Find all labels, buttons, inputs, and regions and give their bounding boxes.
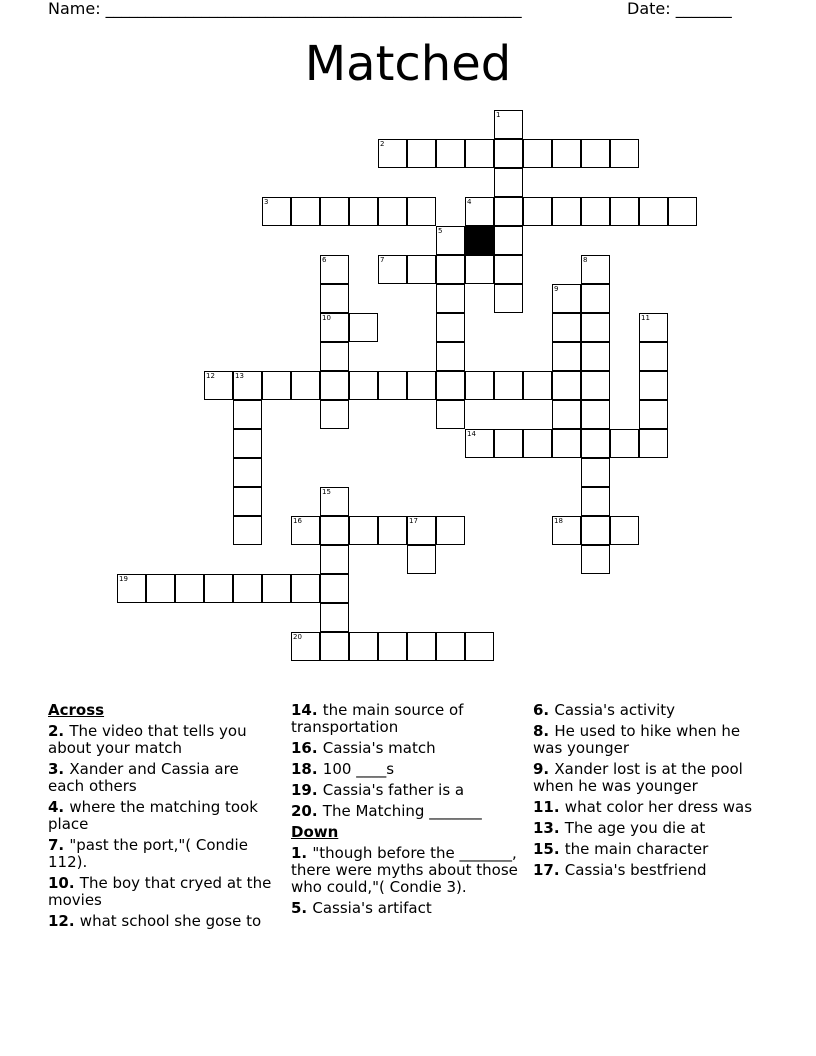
grid-cell[interactable] xyxy=(436,139,465,168)
grid-black-cell xyxy=(465,226,494,255)
grid-cell[interactable] xyxy=(233,429,262,458)
grid-cell[interactable] xyxy=(436,284,465,313)
grid-cell[interactable] xyxy=(320,313,349,342)
grid-cell[interactable] xyxy=(262,197,291,226)
grid-cell[interactable] xyxy=(262,371,291,400)
clue-text: the main character xyxy=(564,840,709,858)
clue-number: 8. xyxy=(533,722,555,740)
clue-item xyxy=(533,862,768,879)
date-field-label: Date: _______ xyxy=(627,0,732,18)
grid-cell[interactable] xyxy=(494,255,523,284)
grid-cell[interactable] xyxy=(349,516,378,545)
clue-item xyxy=(291,702,519,736)
grid-cell[interactable] xyxy=(291,574,320,603)
cell-number: 11 xyxy=(641,314,650,322)
clue-item xyxy=(533,820,768,837)
grid-cell[interactable] xyxy=(407,197,436,226)
cell-number: 17 xyxy=(409,517,418,525)
clue-column-3 xyxy=(533,702,768,883)
cell-number: 4 xyxy=(467,198,472,206)
grid-cell[interactable] xyxy=(523,197,552,226)
grid-cell[interactable] xyxy=(407,516,436,545)
grid-cell[interactable] xyxy=(581,284,610,313)
clue-text: The video that tells you about your match xyxy=(48,722,247,757)
across-clue-list xyxy=(48,723,276,930)
grid-cell[interactable] xyxy=(552,139,581,168)
grid-cell[interactable] xyxy=(494,168,523,197)
clue-text: Cassia's father is a xyxy=(322,781,465,799)
clue-number: 10. xyxy=(48,874,80,892)
grid-cell[interactable] xyxy=(291,516,320,545)
down-clue-list-continued xyxy=(533,702,768,879)
clue-number: 11. xyxy=(533,798,565,816)
grid-cell[interactable] xyxy=(494,110,523,139)
grid-cell[interactable] xyxy=(581,516,610,545)
grid-cell[interactable] xyxy=(465,429,494,458)
grid-cell[interactable] xyxy=(378,371,407,400)
grid-cell[interactable] xyxy=(233,458,262,487)
grid-cell[interactable] xyxy=(581,371,610,400)
grid-cell[interactable] xyxy=(581,139,610,168)
grid-cell[interactable] xyxy=(407,139,436,168)
grid-cell[interactable] xyxy=(610,429,639,458)
clue-item xyxy=(533,761,768,795)
clue-number: 1. xyxy=(291,844,313,862)
grid-cell[interactable] xyxy=(494,139,523,168)
cell-number: 6 xyxy=(322,256,327,264)
down-heading: Down xyxy=(291,823,339,841)
grid-cell[interactable] xyxy=(378,139,407,168)
grid-cell[interactable] xyxy=(233,400,262,429)
clue-item xyxy=(533,799,768,816)
grid-cell[interactable] xyxy=(407,255,436,284)
grid-cell[interactable] xyxy=(552,516,581,545)
clue-item xyxy=(48,799,276,833)
grid-cell[interactable] xyxy=(610,516,639,545)
cell-number: 2 xyxy=(380,140,385,148)
grid-cell[interactable] xyxy=(581,429,610,458)
cell-number: 16 xyxy=(293,517,302,525)
grid-cell[interactable] xyxy=(436,400,465,429)
grid-cell[interactable] xyxy=(552,197,581,226)
grid-cell[interactable] xyxy=(349,371,378,400)
grid-cell[interactable] xyxy=(494,226,523,255)
grid-cell[interactable] xyxy=(581,458,610,487)
grid-cell[interactable] xyxy=(320,545,349,574)
down-clue-list xyxy=(291,845,519,917)
clue-column-2 xyxy=(291,702,519,921)
clue-number: 3. xyxy=(48,760,70,778)
grid-cell[interactable] xyxy=(233,371,262,400)
grid-cell[interactable] xyxy=(523,371,552,400)
grid-cell[interactable] xyxy=(291,632,320,661)
clue-number: 9. xyxy=(533,760,555,778)
clue-text: The Matching _______ xyxy=(322,802,482,820)
clue-item xyxy=(291,782,519,799)
grid-cell[interactable] xyxy=(581,197,610,226)
grid-cell[interactable] xyxy=(465,632,494,661)
grid-cell[interactable] xyxy=(639,313,668,342)
clue-text: what color her dress was xyxy=(564,798,753,816)
grid-cell[interactable] xyxy=(581,342,610,371)
grid-cell[interactable] xyxy=(320,255,349,284)
clue-item xyxy=(48,761,276,795)
grid-cell[interactable] xyxy=(552,429,581,458)
grid-cell[interactable] xyxy=(320,574,349,603)
cell-number: 5 xyxy=(438,227,443,235)
grid-cell[interactable] xyxy=(407,371,436,400)
grid-cell[interactable] xyxy=(407,545,436,574)
grid-cell[interactable] xyxy=(581,545,610,574)
grid-cell[interactable] xyxy=(233,516,262,545)
grid-cell[interactable] xyxy=(378,516,407,545)
cell-number: 8 xyxy=(583,256,588,264)
grid-cell[interactable] xyxy=(320,516,349,545)
clue-text: Cassia's bestfriend xyxy=(564,861,707,879)
grid-cell[interactable] xyxy=(639,197,668,226)
clue-text: the main source of transportation xyxy=(291,701,464,736)
across-heading: Across xyxy=(48,701,105,719)
grid-cell[interactable] xyxy=(436,342,465,371)
grid-cell[interactable] xyxy=(581,487,610,516)
grid-cell[interactable] xyxy=(320,371,349,400)
grid-cell[interactable] xyxy=(436,371,465,400)
grid-cell[interactable] xyxy=(291,197,320,226)
grid-cell[interactable] xyxy=(552,284,581,313)
grid-cell[interactable] xyxy=(349,632,378,661)
grid-cell[interactable] xyxy=(291,371,320,400)
grid-cell[interactable] xyxy=(494,197,523,226)
clue-text: He used to hike when he was younger xyxy=(533,722,741,757)
cell-number: 9 xyxy=(554,285,559,293)
grid-cell[interactable] xyxy=(494,284,523,313)
clue-text: 100 ____s xyxy=(322,760,395,778)
clue-number: 18. xyxy=(291,760,323,778)
clue-text: Xander lost is at the pool when he was younger xyxy=(533,760,743,795)
clue-number: 19. xyxy=(291,781,323,799)
grid-cell[interactable] xyxy=(465,371,494,400)
puzzle-title: Matched xyxy=(304,36,512,92)
grid-cell[interactable] xyxy=(552,313,581,342)
cell-number: 19 xyxy=(119,575,128,583)
clue-text: The boy that cryed at the movies xyxy=(48,874,272,909)
grid-cell[interactable] xyxy=(378,255,407,284)
cell-number: 7 xyxy=(380,256,385,264)
cell-number: 10 xyxy=(322,314,331,322)
clue-number: 7. xyxy=(48,836,70,854)
clue-number: 12. xyxy=(48,912,80,930)
cell-number: 18 xyxy=(554,517,563,525)
grid-cell[interactable] xyxy=(233,574,262,603)
clue-text: Cassia's match xyxy=(322,739,436,757)
grid-cell[interactable] xyxy=(204,574,233,603)
grid-cell[interactable] xyxy=(378,632,407,661)
cell-number: 20 xyxy=(293,633,302,641)
clue-number: 4. xyxy=(48,798,70,816)
grid-cell[interactable] xyxy=(117,574,146,603)
clue-number: 6. xyxy=(533,701,555,719)
grid-cell[interactable] xyxy=(320,197,349,226)
clue-number: 5. xyxy=(291,899,313,917)
clue-item xyxy=(533,702,768,719)
grid-cell[interactable] xyxy=(610,197,639,226)
grid-cell[interactable] xyxy=(639,400,668,429)
clue-number: 16. xyxy=(291,739,323,757)
grid-cell[interactable] xyxy=(581,313,610,342)
clue-item xyxy=(533,841,768,858)
grid-cell[interactable] xyxy=(581,255,610,284)
clue-number: 2. xyxy=(48,722,70,740)
clue-number: 20. xyxy=(291,802,323,820)
grid-cell[interactable] xyxy=(465,139,494,168)
grid-cell[interactable] xyxy=(465,197,494,226)
clue-number: 17. xyxy=(533,861,565,879)
grid-cell[interactable] xyxy=(320,487,349,516)
clue-item xyxy=(48,875,276,909)
name-field-label: Name: ____________________________________________________ xyxy=(48,0,522,18)
grid-cell[interactable] xyxy=(349,313,378,342)
clue-item xyxy=(48,837,276,871)
cell-number: 1 xyxy=(496,111,501,119)
cell-number: 14 xyxy=(467,430,476,438)
clue-text: "though before the _______, there were myths about those who could,"( Condie 3). xyxy=(291,844,518,896)
clue-text: "past the port,"( Condie 112). xyxy=(48,836,248,871)
clue-text: The age you die at xyxy=(564,819,706,837)
clue-item xyxy=(291,740,519,757)
grid-cell[interactable] xyxy=(320,284,349,313)
grid-cell[interactable] xyxy=(610,139,639,168)
clue-column-1 xyxy=(48,702,276,934)
clue-text: where the matching took place xyxy=(48,798,258,833)
grid-cell[interactable] xyxy=(639,342,668,371)
clue-item xyxy=(291,845,519,896)
clue-text: Cassia's activity xyxy=(554,701,676,719)
grid-cell[interactable] xyxy=(436,226,465,255)
clue-item xyxy=(533,723,768,757)
clue-item xyxy=(48,723,276,757)
grid-cell[interactable] xyxy=(320,400,349,429)
clue-number: 15. xyxy=(533,840,565,858)
grid-cell[interactable] xyxy=(175,574,204,603)
grid-cell[interactable] xyxy=(349,197,378,226)
grid-cell[interactable] xyxy=(436,516,465,545)
grid-cell[interactable] xyxy=(146,574,175,603)
clue-item xyxy=(291,803,519,820)
grid-cell[interactable] xyxy=(494,371,523,400)
grid-cell[interactable] xyxy=(552,400,581,429)
cell-number: 12 xyxy=(206,372,215,380)
grid-cell[interactable] xyxy=(523,429,552,458)
grid-cell[interactable] xyxy=(639,429,668,458)
grid-cell[interactable] xyxy=(378,197,407,226)
clue-text: what school she gose to xyxy=(79,912,262,930)
grid-cell[interactable] xyxy=(494,429,523,458)
grid-cell[interactable] xyxy=(204,371,233,400)
grid-cell[interactable] xyxy=(639,371,668,400)
grid-cell[interactable] xyxy=(436,255,465,284)
grid-cell[interactable] xyxy=(436,313,465,342)
grid-cell[interactable] xyxy=(407,632,436,661)
cell-number: 15 xyxy=(322,488,331,496)
grid-cell[interactable] xyxy=(523,139,552,168)
clue-number: 14. xyxy=(291,701,323,719)
grid-cell[interactable] xyxy=(320,603,349,632)
grid-cell[interactable] xyxy=(668,197,697,226)
grid-cell[interactable] xyxy=(465,255,494,284)
grid-cell[interactable] xyxy=(552,342,581,371)
clue-item xyxy=(291,900,519,917)
grid-cell[interactable] xyxy=(320,342,349,371)
grid-cell[interactable] xyxy=(436,632,465,661)
across-clue-list-continued xyxy=(291,702,519,820)
cell-number: 13 xyxy=(235,372,244,380)
clue-text: Cassia's artifact xyxy=(312,899,432,917)
clue-number: 13. xyxy=(533,819,565,837)
grid-cell[interactable] xyxy=(320,632,349,661)
clue-item xyxy=(48,913,276,930)
clue-text: Xander and Cassia are each others xyxy=(48,760,239,795)
cell-number: 3 xyxy=(264,198,269,206)
clue-item xyxy=(291,761,519,778)
grid-cell[interactable] xyxy=(262,574,291,603)
grid-cell[interactable] xyxy=(552,371,581,400)
grid-cell[interactable] xyxy=(233,487,262,516)
grid-cell[interactable] xyxy=(581,400,610,429)
